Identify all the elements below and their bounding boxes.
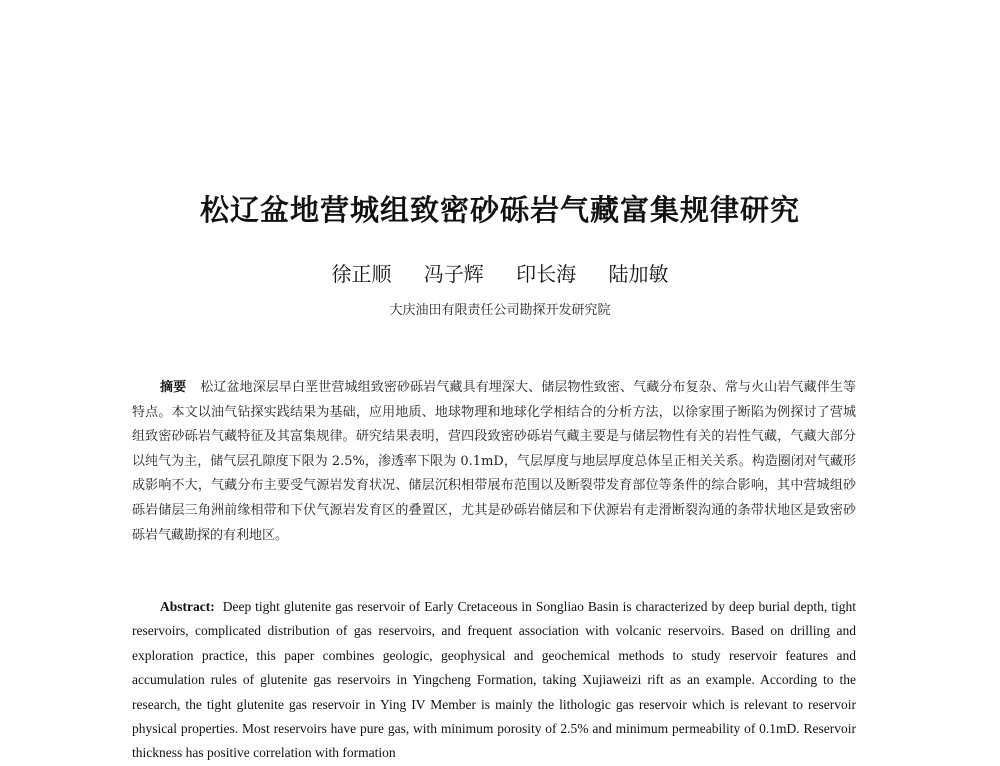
paper-title: 松辽盆地营城组致密砂砾岩气藏富集规律研究 bbox=[199, 193, 800, 227]
chinese-abstract-text: 松辽盆地深层早白垩世营城组致密砂砾岩气藏具有埋深大、储层物性致密、气藏分布复杂、常与火山岩气藏伴生等特点。本文以油气钻探实践结果为基础，应用地质、地球物理和地球化学相结合的分析方法，以徐家围子断陷为例探讨了营城组致密砂砾岩气藏特征及其富集规律。研究结果表明，营四段致密砂砾岩气藏主要是与储层物性有关的岩性气藏，气藏大部分以纯气为主，储气层孔隙度下限为 2.5%，渗透率下限为 0.1mD，气层厚度与地层厚度总体呈正相关关系。构造圈闭对气藏形成影响不大，气藏分布主要受气源岩发育状况、储层沉积相带展布范围以及断裂带发育部位等条件的综合影响，其中营城组砂砾岩储层三角洲前缘相带和下伏气源岩发育区的叠置区，尤其是砂砾岩储层和下伏源岩有走滑断裂沟通的条带状地区是致密砂砾岩气藏勘探的有利地区。 bbox=[132, 380, 856, 543]
affiliation: 大庆油田有限责任公司勘探开发研究院 bbox=[389, 303, 611, 318]
chinese-abstract-label: 摘要 bbox=[160, 380, 187, 395]
english-abstract bbox=[132, 595, 856, 766]
chinese-abstract bbox=[132, 376, 856, 548]
english-abstract-label: Abstract: bbox=[160, 599, 215, 614]
author-list: 徐正顺 冯子辉 印长海 陆加敏 bbox=[331, 262, 669, 286]
english-abstract-text: Deep tight glutenite gas reservoir of Early Cretaceous in Songliao Basin is characterized by deep burial depth, tight reservoirs, complicated distribution of gas reservoirs, and frequent association with volcanic reservoirs. Based on drilling and exploration practice, this paper combines geologic, geophysical and geochemical methods to study reservoir features and accumulation rules of glutenite gas reservoirs in Yingcheng Formation, taking Xujiaweizi rift as an example. According to the research, the tight glutenite gas reservoir in Ying IV Member is mainly the lithologic gas reservoir which is relevant to reservoir physical properties. Most reservoirs have pure gas, with minimum porosity of 2.5% and minimum permeability of 0.1mD. Reservoir thickness has positive correlation with formation bbox=[132, 599, 857, 761]
